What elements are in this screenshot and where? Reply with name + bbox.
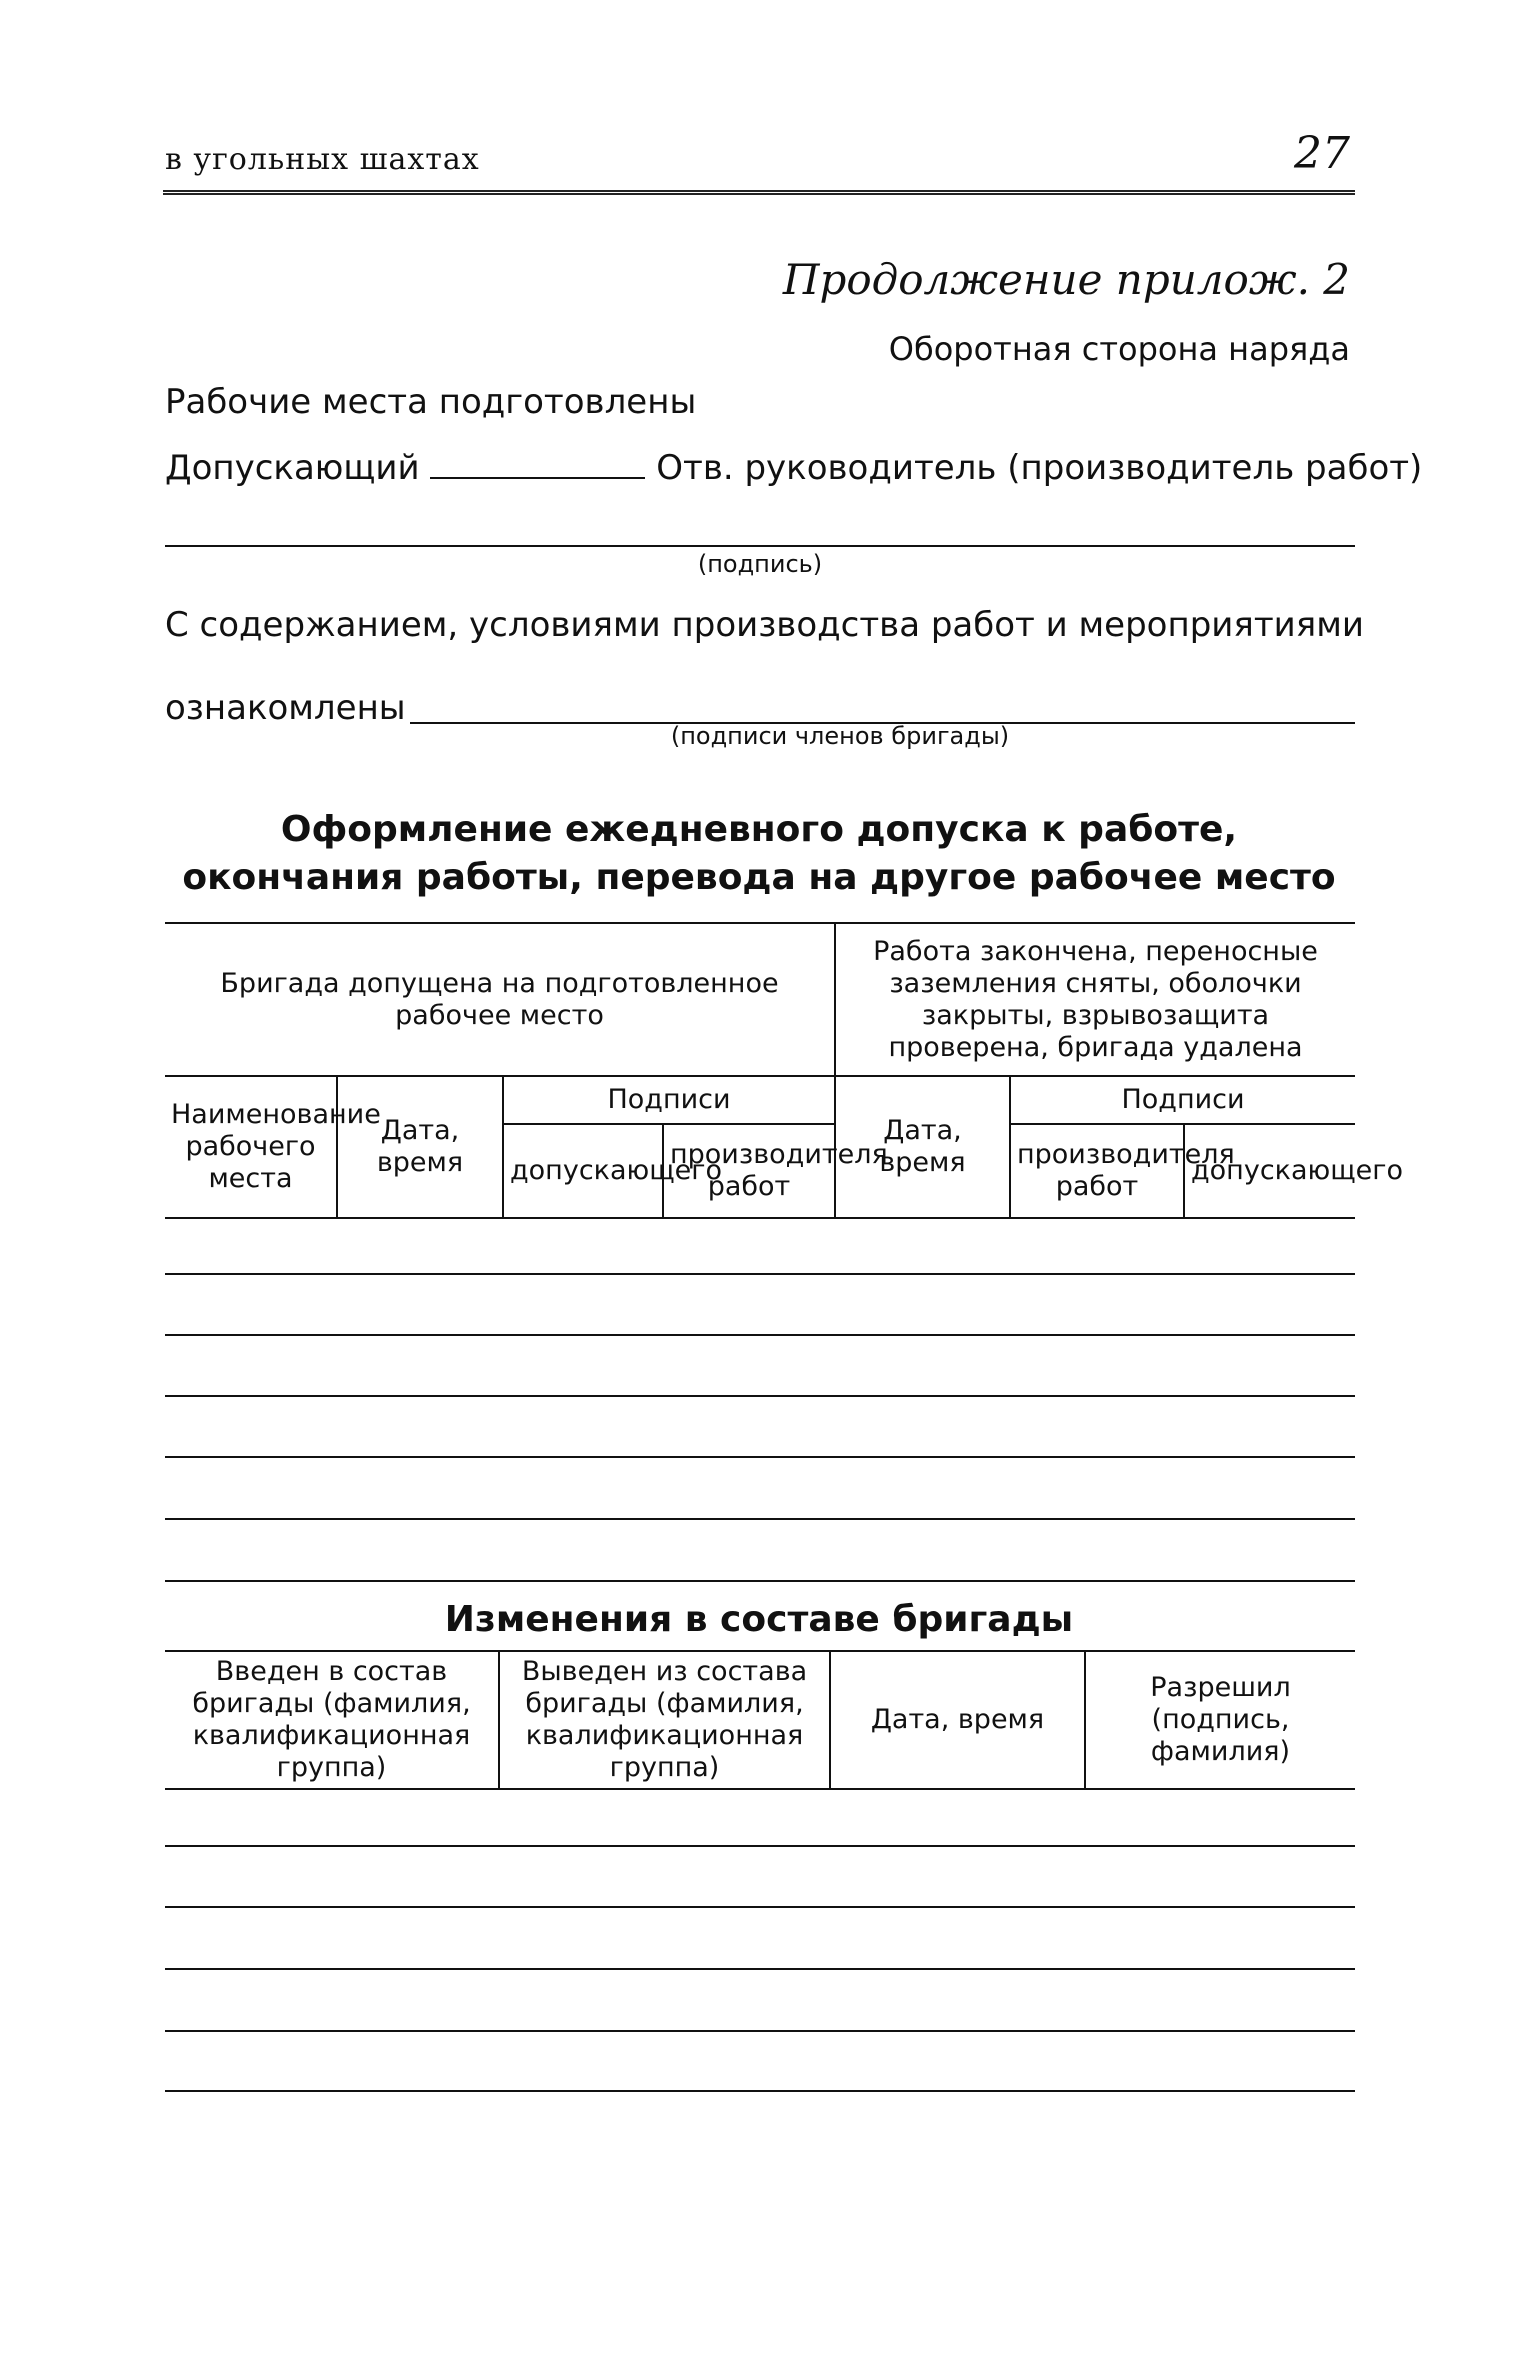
form-side-label: Оборотная сторона наряда <box>888 330 1350 368</box>
header-rule <box>163 190 1355 195</box>
daily-entry-line[interactable] <box>165 1518 1355 1520</box>
appendix-continuation: Продолжение прилож. 2 <box>782 255 1350 304</box>
crew-change-entry-line[interactable] <box>165 1845 1355 1847</box>
daily-entry-line[interactable] <box>165 1580 1355 1582</box>
page-number: 27 <box>1294 128 1350 179</box>
col-datetime-2: Дата, время <box>835 1076 1010 1218</box>
col-change-datetime: Дата, время <box>830 1651 1085 1789</box>
crew-change-entry-line[interactable] <box>165 2090 1355 2092</box>
daily-admission-title <box>163 806 1355 902</box>
col-signatures-2: Подписи <box>1010 1076 1355 1124</box>
crew-changes-title: Изменения в составе бригады <box>444 1599 1074 1640</box>
daily-admission-table <box>165 922 1403 1219</box>
running-title: в угольных шахтах <box>165 142 480 177</box>
group-admitted-header: Бригада допущена на подготовленное рабочее место <box>165 923 835 1076</box>
daily-admission-title-line1: Оформление ежедневного допуска к работе, <box>280 809 1238 850</box>
col-producer-2: производителя работ <box>1010 1124 1184 1218</box>
col-permitted-by: Разрешил (подпись, фамилия) <box>1085 1651 1355 1789</box>
crew-change-entry-line[interactable] <box>165 1968 1355 1970</box>
admitter-row <box>165 448 1422 488</box>
col-admitter-2: допускающего <box>1184 1124 1355 1218</box>
col-signatures: Подписи <box>503 1076 835 1124</box>
familiarized-text: С содержанием, условиями производства работ и мероприятиями <box>165 605 1364 645</box>
daily-entry-line[interactable] <box>165 1273 1355 1275</box>
col-datetime: Дата, время <box>337 1076 503 1218</box>
admitter-signature-field[interactable] <box>430 476 645 479</box>
col-added-to-crew: Введен в состав бригады (фамилия, квалификационная группа) <box>165 1651 499 1789</box>
crew-change-entry-line[interactable] <box>165 2030 1355 2032</box>
col-removed-from-crew: Выведен из состава бригады (фамилия, квалификационная группа) <box>499 1651 830 1789</box>
col-producer: производителя работ <box>663 1124 835 1218</box>
col-admitter: допускающего <box>503 1124 663 1218</box>
crew-changes-table <box>165 1650 1355 1790</box>
admitter-label: Допускающий <box>165 448 420 488</box>
familiarized-label: ознакомлены <box>165 688 406 728</box>
col-workplace: Наименование рабочего места <box>165 1076 337 1218</box>
daily-admission-title-line2: окончания работы, перевода на другое рабочее место <box>182 857 1336 898</box>
daily-entry-line[interactable] <box>165 1334 1355 1336</box>
daily-entry-line[interactable] <box>165 1456 1355 1458</box>
daily-entry-line[interactable] <box>165 1395 1355 1397</box>
crew-change-entry-line[interactable] <box>165 1906 1355 1908</box>
responsible-signature-field[interactable] <box>165 545 1355 547</box>
signature-hint: (подпись) <box>697 550 823 578</box>
responsible-label: Отв. руководитель (производитель работ) <box>656 448 1423 488</box>
workplaces-prepared-label: Рабочие места подготовлены <box>165 382 697 422</box>
group-finished-header: Работа закончена, переносные заземления сняты, оболочки закрыты, взрывозащита проверена, бригада удалена <box>835 923 1355 1076</box>
members-hint: (подписи членов бригады) <box>670 722 1010 750</box>
